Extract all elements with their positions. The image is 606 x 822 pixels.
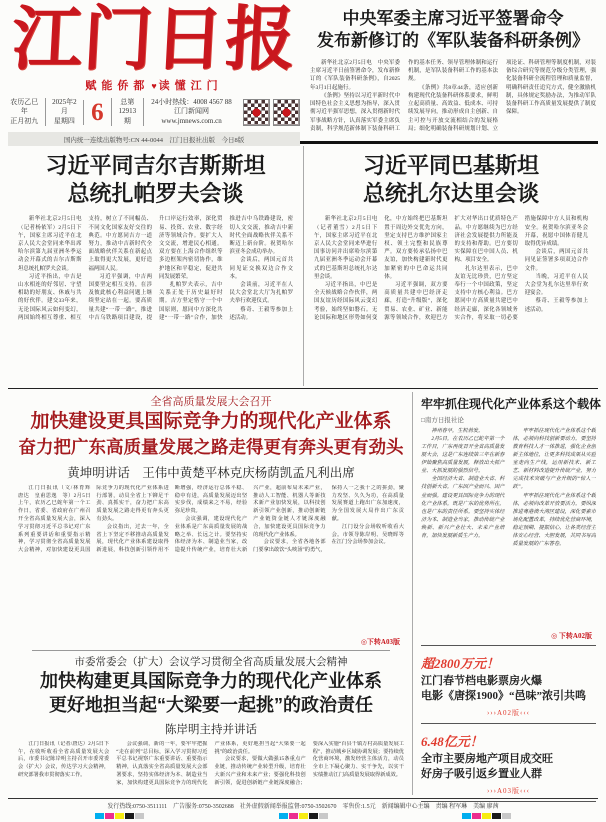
article-city-meeting xyxy=(18,654,404,822)
article-pakistan-talks xyxy=(303,146,598,386)
headline: 牢牢抓住现代化产业体系这个载体 xyxy=(421,397,602,411)
kicker: 全省高质量发展大会召开 xyxy=(150,396,272,408)
article-kyrgyzstan-talks xyxy=(8,146,303,386)
qr-codes xyxy=(243,99,300,126)
divider xyxy=(8,798,598,799)
headline: 习近平同巴基斯坦 总统扎尔达里会谈 xyxy=(362,153,539,207)
slogan-right: 读懂江门 xyxy=(158,80,223,92)
contact-info xyxy=(143,98,239,126)
byline: 黄坤明讲话 王伟中黄楚平林克庆杨荫凯孟凡利出席 xyxy=(67,465,355,480)
newspaper-title: 江门日报 xyxy=(10,2,299,79)
headline: 习近平同吉尔吉斯斯坦 总统扎帕罗夫会谈 xyxy=(45,153,266,207)
promo-real-estate xyxy=(421,728,596,797)
issue-number: 总第 12913期 xyxy=(111,98,143,126)
headline: 更好地担当起“大梁要一起挑”的政治责任 xyxy=(49,694,373,715)
page-reference: ›››A02版‹‹‹ xyxy=(486,708,531,717)
article-body: 新华社北京2月5日电（记者董雪）2月5日下午，国家主席习近平在北京人民大会堂同来华进行国事访问并出席哈尔滨第九届亚洲冬季运动会开幕式的巴基斯坦总统扎尔达里会谈。 习近平指出，中巴是全天候战略合作伙伴，两国友谊历经国际风云变幻考验，始终坚如磐石。无论国际和地区形势如何变化，中方始终把巴基斯坦置于周边外交优先方向，坚定支持巴方维护国家主权、领土完整和民族尊严。双方要传承弘扬中巴友谊，加快构建新时代更加紧密的中巴命运共同体。 习近平强调，双方要高质量共建中巴经济走廊，打造“升级版”，深化贸易、农业、矿业、新能源等领域合作，欢迎巴方扩大对华出口优质特色产品。中方愿继续为巴方经济社会发展提供力所能及的支持和帮助。巴方要切实保障在巴中国人员、机构、项目安全。 扎尔达里表示，巴中友谊无比珍贵，巴方坚定奉行一个中国政策，坚定支持中方核心利益。巴方愿同中方高质量共建巴中经济走廊，深化各领域务实合作，将采取一切必要措施保障中方人员和机构安全。祝贺哈尔滨亚冬会开幕，祝愿中国体育健儿取得优异成绩。 会谈后，两国元首共同见证签署多项双边合作文件。 当晚，习近平在人民大会堂为扎尔达里举行欢迎宴会。 蔡奇、王毅等参加上述活动。 xyxy=(314,216,588,321)
hotline: 24小时热线：4008 4567 88 xyxy=(151,98,232,106)
article-body: 新华社北京2月5日电 中央军委主席习近平日前签署命令，发布新修订的《军队装备科研条例》，自2025年3月1日起施行。 《条例》坚持以习近平新时代中国特色社会主义思想为指导，深入贯彻习近平强军思想，深入贯彻新时代军事战略方针，认真落实军委主席负责制，科学规范新体制下装备科研工作的基本任务、领导管理体制和运行机制，是军队装备科研工作的基本法规。 《条例》共8章44条，适应创新构建现代化装备科研体系要求，鲜明立起高质量、高效益、低成本、可持续发展导向，推动形成自主创新、自主可控与开放交流相结合的发展格局；细化明确装备科研规划计划、立项论证、科研管理等制度机制，对装备综合研究等规范分级分类管理，强化装备科研全流程管理和质量监督，明确科研责任追究方式，健全激励机制，具体规定奖励办法，为推动军队装备科研工作高质量发展提供了制度保障。 xyxy=(310,59,596,132)
middle-right-column xyxy=(412,392,602,795)
qr-code-icon xyxy=(243,99,270,126)
jump-to-page-note: ◎下转A03版 xyxy=(360,637,400,646)
slogan xyxy=(8,77,300,93)
masthead-column xyxy=(8,2,300,144)
headline: 加快建设更具国际竞争力的现代化产业体系 xyxy=(30,411,392,432)
qr-code-icon xyxy=(273,99,300,126)
promo-title: 江门春节档电影票房火爆 xyxy=(421,675,542,687)
headline: 加快构建更具国际竞争力的现代化产业体系 xyxy=(40,670,382,691)
website: 江门新闻网 www.jmnews.com.cn xyxy=(161,107,222,125)
headline: 中央军委主席习近平签署命令 xyxy=(342,9,564,28)
divider xyxy=(421,645,596,646)
article-body: 神州春早，生机勃发。 2月5日，在农历乙巳蛇年第一个工作日，广东再度召开全省高质量发展大会，这是广东连续第三年在新春伊始聚焦高质量发展，释放出大抓产业、大抓发展的强烈信号。 全国经济大省、制造业大省、科技创新大省，广东因产业而兴、因产业而强。建设更具国际竞争力的现代化产业体系，既是广东的优势所在，也是广东的责任所系。要坚持实体经济为本、制造业当家，推动传统产业焕新、新兴产业壮大、未来产业培育，加快发展新质生产力。 牢牢抓住现代化产业体系这个载体，必须向科技创新要动力。要坚持教育科技人才一体推进，强化企业创新主体地位，让更多科技成果从实验室走向生产线，运用新技术、新工艺、新材料改造提升传统产业，努力完成技术突破与产业升级的“惊人一跃”。 牢牢抓住现代化产业体系这个载体，必须向改革开放要活力。要纵深推进粤港澳大湾区建设，深化要素市场化配置改革，持续优化营商环境，稳定预期、提振信心，让各类经营主体安心经营、大胆发展，共同书写高质量发展的广东答卷。 xyxy=(421,428,596,547)
slogan-logo-icon: ♥ xyxy=(151,81,157,91)
publication-info-bar: 国内统一连续出版物号:CN 44-0044 江门日报社出版 今日8版 xyxy=(8,132,300,146)
promo-amount: 6.48亿元！ xyxy=(421,733,483,749)
dateline xyxy=(8,98,300,126)
article-body: 新华社北京2月5日电（记者杨依军）2月5日下午，国家主席习近平在北京人民大会堂同来华出席哈尔滨第九届亚洲冬季运动会开幕式的吉尔吉斯斯坦总统扎帕罗夫会谈。 习近平指出，中吉是山水相连的好邻居、守望相助的好朋友、休戚与共的好伙伴。建交33年来，无论国际风云如何变幻，两国始终相互尊重、相互支持，树立了不同幅员、不同文化国家友好交往的典范。中方愿同吉方一道努力，推动中吉新时代全面战略伙伴关系在新起点上取得更大发展，更好造福两国人民。 习近平强调，中吉两国要坚定相互支持，在涉及彼此核心利益问题上继续坚定站在一起。要高质量共建“一带一路”，推进中吉乌铁路项目建设，提升口岸运行效率，深化贸易、投资、农业、数字经济等领域合作。要扩大人文交流，增进民心相通。双方要在上海合作组织等多边框架内密切协作，维护地区和平稳定，促进共同发展繁荣。 扎帕罗夫表示，吉中关系正处于历史最好时期。吉方坚定恪守一个中国原则，愿同中方深化共建“一带一路”合作，加快推进吉中乌铁路建设，密切人文交流，推动吉中新时代全面战略伙伴关系不断迈上新台阶。祝贺哈尔滨亚冬会成功举办。 会谈后，两国元首共同见证交换双边合作文本。 会谈前，习近平在人民大会堂北大厅为扎帕罗夫举行欢迎仪式。 蔡奇、王毅等参加上述活动。 xyxy=(18,216,293,321)
article-body: 江门日报讯（记者/唐达）2月5日下午，在收听收看全省高质量发展大会后，市委书记陈岸明主持召开市委常委会（扩大）会议，传达学习大会精神，研究部署我市贯彻落实工作。 会议强调，新的一年，要牢牢把握“走在前列”总目标，深入学习贯彻习近平总书记视察广东重要讲话、重要指示精神，认真落实全省高质量发展大会部署要求，坚持实体经济为本、制造业当家，加快构建更具国际竞争力的现代化产业体系，更好地担当起“大梁要一起挑”的政治责任。 会议要求，要做大做强15条重点产业链，推动传统产业转型升级，培育壮大新兴产业和未来产业；要强化科技创新引领，促进创新链产业链深度融合；要深入实施“百县千镇万村高质量发展工程”，推动城乡区域协调发展；要持续优化营商环境，激发经营主体活力，动员全市上下凝心聚力、实干争先，以实干实绩推动江门高质量发展取得新成效。 xyxy=(18,740,404,786)
promo-amount: 超2800万元！ xyxy=(421,656,500,671)
promo-subtitle: 好房子吸引返乡置业人群 xyxy=(421,768,542,781)
header xyxy=(0,0,606,144)
promo-box-office xyxy=(421,650,596,719)
talks-section xyxy=(0,144,606,388)
footer xyxy=(0,798,606,819)
article-military-regulation xyxy=(300,6,598,140)
lunar-date: 农历乙巳年 正月初九 xyxy=(10,98,39,125)
promo-title: 全市主要房地产项目成交旺 xyxy=(421,752,553,765)
page-reference: ›››A03版‹‹‹ xyxy=(486,786,531,795)
registration-marks xyxy=(0,813,606,819)
byline: 陈岸明主持并讲话 xyxy=(165,723,257,736)
gregorian-date: 2025年2月 星期四 xyxy=(45,98,84,126)
jump-to-page-note: ◎ 下转A02版 xyxy=(551,632,592,640)
cmyk-mark-icon xyxy=(279,813,328,819)
slogan-left: 赋能侨都 xyxy=(85,80,150,92)
article-body: 江门日报讯（文/林育辉 唐达 皇甫思逸 等）2月5日上午，农历乙巳蛇年第一个工作日，省委、省政府在广州召开全省高质量发展大会，深入学习贯彻习近平总书记对广东系列重要讲话和重要指示精神，学习贯彻全省高质量发展大会精神，对加快建设更具国际竞争力的现代化产业体系进行部署，动员全省上下铆足干劲、真抓实干，奋力把广东高质量发展之路走得更有奔头更有劲头。 会议指出，过去一年，全省上下坚定不移推动高质量发展，现代化产业体系建设取得新进展，科技创新引领作用不断增强，经济运行总体平稳、稳中有进，高质量发展迈出坚实步伐，成绩来之不易，经验弥足珍贵。 会议强调，建设现代化产业体系是广东高质量发展的战略之举、长远之计。要坚持实体经济为本、制造业当家，改造提升传统产业，培育壮大新兴产业，超前布局未来产业，推动人工智能、机器人等新技术新产业加快发展，以科技创新引领产业创新，推动创新链产业链资金链人才链深度融合，加快建设更具国际竞争力的现代化产业体系。 会议要求，全省各地各部门要拿出敢饮“头啖汤”的勇气，保持人一之我十之的拼劲，聚力攻坚、久久为功，在高质量发展赛道上跑出广东加速度，为全国发展大局作出广东贡献。 江门设分会场收听收看大会。市领导陈岸明、吴晓晖等在江门分会场参加会议。 xyxy=(18,484,404,554)
divider xyxy=(421,723,596,724)
cmyk-mark-icon xyxy=(95,813,144,819)
article-province-meeting xyxy=(18,393,404,647)
kicker: 市委常委会（扩大）会议学习贯彻全省高质量发展大会精神 xyxy=(74,656,348,668)
promo-subtitle: 电影《唐探1900》“邑味”浓引共鸣 xyxy=(421,690,586,703)
editorial-source-label: □南方日报社论 xyxy=(421,417,464,424)
article-editorial xyxy=(421,395,602,641)
day-number: 6 xyxy=(83,100,111,125)
divider xyxy=(32,650,390,651)
cmyk-mark-icon xyxy=(462,813,511,819)
headline: 奋力把广东高质量发展之路走得更有奔头更有劲头 xyxy=(18,436,404,457)
headline: 发布新修订的《军队装备科研条例》 xyxy=(317,31,589,51)
footer-contact-line: 发行热线:0750-3511111 广告服务:0750-3502688 社外虚假新闻举报监督:0750-3502670 零售价:1.5元 新闻编辑中心主编 责编 程军琳 美编 廖茜 xyxy=(107,804,499,810)
middle-left-column xyxy=(8,392,412,795)
middle-section xyxy=(0,389,606,795)
